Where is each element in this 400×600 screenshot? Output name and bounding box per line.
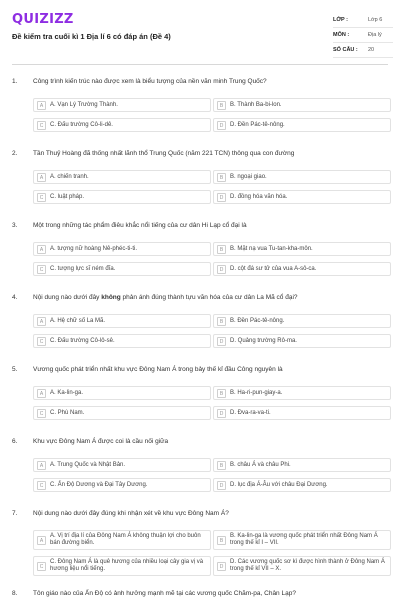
option-letter: D [217, 481, 226, 490]
option-letter: B [217, 245, 226, 254]
question-number: 8. [12, 590, 18, 597]
option-text: B. châu Á và châu Phi. [230, 462, 291, 468]
option-letter: C [37, 193, 46, 202]
option-letter: A [37, 389, 46, 398]
option-text: B. ngoại giao. [230, 174, 267, 180]
question-text: Vương quốc phát triển nhất khu vực Đông Nam Á trong bảy thế kỉ đầu Công nguyên là [33, 366, 283, 373]
option-b[interactable] [213, 530, 391, 550]
meta-count-label: SỐ CÂU : [333, 47, 358, 53]
question [0, 294, 400, 366]
option-letter: C [37, 562, 46, 571]
option-text: A. Ka-lin-ga. [50, 390, 84, 396]
question-number: 3. [12, 222, 18, 229]
header-divider [12, 64, 388, 65]
meta-count-value: 20 [368, 47, 375, 53]
option-letter: C [37, 481, 46, 490]
question-text [33, 294, 388, 301]
option-text: B. Đền Pác-tê-nông. [230, 318, 285, 324]
question-text: Tôn giáo nào của Ấn Độ có ảnh hưởng mạnh mẽ tại các vương quốc Chăm-pa, Chân Lạp? [33, 590, 296, 597]
option-letter: D [217, 562, 226, 571]
option-a[interactable] [33, 170, 211, 184]
question-number: 2. [12, 150, 18, 157]
question-text: Khu vực Đông Nam Á được coi là cầu nối giữa [33, 438, 169, 445]
option-text: B. Ka-lin-ga là vương quốc phát triển nhất Đông Nam Á trong thế kỉ I – VII. [230, 533, 378, 546]
option-d[interactable] [213, 478, 391, 492]
option-text: A. Vạn Lý Trường Thành. [50, 102, 118, 108]
option-letter: B [217, 101, 226, 110]
question [0, 438, 400, 510]
option-a[interactable] [33, 314, 211, 328]
question-number: 7. [12, 510, 18, 517]
worksheet-header [0, 0, 400, 60]
option-letter: A [37, 245, 46, 254]
meta-question-count [333, 43, 393, 58]
option-d[interactable] [213, 334, 391, 348]
option-d[interactable] [213, 556, 391, 576]
question [0, 78, 400, 150]
option-text: C. Phù Nam. [50, 410, 85, 416]
question [0, 510, 400, 590]
option-letter: D [217, 337, 226, 346]
question-number: 4. [12, 294, 18, 301]
option-text: A. Hệ chữ số La Mã. [50, 318, 106, 324]
question-number: 6. [12, 438, 18, 445]
meta-class [333, 13, 393, 28]
option-d[interactable] [213, 262, 391, 276]
option-text: D. Đva-ra-va-ti. [230, 410, 271, 416]
question [0, 590, 400, 600]
option-text: D. Đền Pác-tê-nông. [230, 122, 285, 128]
option-b[interactable] [213, 98, 391, 112]
question-text: Một trong những tác phẩm điêu khắc nổi tiếng của cư dân Hi Lạp cổ đại là [33, 222, 247, 229]
option-text: C. Ấn Độ Dương và Đại Tây Dương. [50, 482, 148, 488]
option-c[interactable] [33, 406, 211, 420]
option-letter: B [217, 536, 226, 545]
option-letter: B [217, 173, 226, 182]
option-text: D. lục địa Á-Âu với châu Đại Dương. [230, 482, 328, 488]
option-b[interactable] [213, 242, 391, 256]
option-letter: C [37, 337, 46, 346]
option-text: B. Mặt nạ vua Tu-tan-kha-môn. [230, 246, 313, 252]
question-text-before: Nội dung nào dưới đây [33, 294, 102, 301]
option-text: D. Các vương quốc sơ kì được hình thành ở Đông Nam Á trong thế kỉ VII – X. [230, 559, 385, 572]
option-d[interactable] [213, 190, 391, 204]
option-text: A. Trung Quốc và Nhật Bản. [50, 462, 126, 468]
option-letter: A [37, 461, 46, 470]
option-d[interactable] [213, 118, 391, 132]
option-text: C. tượng lực sĩ ném đĩa. [50, 266, 116, 272]
option-text: A. tượng nữ hoàng Nê-phéc-ti-ti. [50, 246, 138, 252]
question-text-after: phản ánh đúng thành tựu văn hóa của cư dân La Mã cổ đại? [120, 294, 298, 301]
option-a[interactable] [33, 242, 211, 256]
option-a[interactable] [33, 386, 211, 400]
question-list [0, 78, 400, 600]
option-letter: A [37, 317, 46, 326]
option-letter: A [37, 101, 46, 110]
meta-subject-value: Địa lý [368, 32, 382, 38]
option-text: C. Đông Nam Á là quê hương của nhiều loại cây gia vị và hương liệu nổi tiếng. [50, 559, 204, 572]
question-number: 1. [12, 78, 18, 85]
option-text: D. đồng hóa văn hóa. [230, 194, 288, 200]
option-letter: D [217, 193, 226, 202]
question-number: 5. [12, 366, 18, 373]
option-c[interactable] [33, 334, 211, 348]
worksheet-title: Đề kiểm tra cuối kì 1 Địa lí 6 có đáp án (Đề 4) [12, 32, 171, 41]
option-text: A. Vị trí địa lí của Đông Nam Á không thuận lợi cho buôn bán đường biển. [50, 533, 201, 546]
question [0, 366, 400, 438]
option-b[interactable] [213, 314, 391, 328]
option-text: C. Đấu trường Cô-li-dê. [50, 122, 113, 128]
option-text: C. Đấu trường Cô-lô-sê. [50, 338, 115, 344]
option-letter: D [217, 409, 226, 418]
worksheet-meta [333, 13, 393, 58]
question-text-emphasis: không [101, 294, 121, 301]
question-text: Công trình kiến trúc nào được xem là biểu tượng của nền văn minh Trung Quốc? [33, 78, 267, 85]
option-a[interactable] [33, 530, 211, 550]
option-letter: C [37, 265, 46, 274]
meta-subject [333, 28, 393, 43]
option-letter: A [37, 173, 46, 182]
option-b[interactable] [213, 386, 391, 400]
option-c[interactable] [33, 190, 211, 204]
option-c[interactable] [33, 478, 211, 492]
option-a[interactable] [33, 458, 211, 472]
meta-subject-label: MÔN : [333, 32, 350, 38]
option-text: B. Ha-ri-pun-giay-a. [230, 390, 283, 396]
option-text: C. luật pháp. [50, 194, 85, 200]
option-c[interactable] [33, 262, 211, 276]
option-text: A. chiến tranh. [50, 174, 89, 180]
option-letter: D [217, 121, 226, 130]
option-text: D. cột đá sư tử của vua A-sô-ca. [230, 266, 317, 272]
option-c[interactable] [33, 556, 211, 576]
option-d[interactable] [213, 406, 391, 420]
option-b[interactable] [213, 458, 391, 472]
option-letter: B [217, 461, 226, 470]
question [0, 150, 400, 222]
quizizz-logo: QUIZIZZ [12, 12, 74, 27]
option-b[interactable] [213, 170, 391, 184]
option-a[interactable] [33, 98, 211, 112]
option-c[interactable] [33, 118, 211, 132]
option-letter: C [37, 121, 46, 130]
option-text: D. Quảng trường Rô-ma. [230, 338, 297, 344]
meta-class-label: LỚP : [333, 17, 348, 23]
option-letter: B [217, 317, 226, 326]
question-text: Tần Thuỷ Hoàng đã thống nhất lãnh thổ Trung Quốc (năm 221 TCN) thông qua con đường [33, 150, 295, 157]
option-letter: C [37, 409, 46, 418]
option-letter: B [217, 389, 226, 398]
question [0, 222, 400, 294]
question-text: Nội dung nào dưới đây đúng khi nhận xét về khu vực Đông Nam Á? [33, 510, 229, 517]
option-text: B. Thành Ba-bi-lon. [230, 102, 282, 108]
option-letter: D [217, 265, 226, 274]
option-letter: A [37, 536, 46, 545]
meta-class-value: Lớp 6 [368, 17, 383, 23]
